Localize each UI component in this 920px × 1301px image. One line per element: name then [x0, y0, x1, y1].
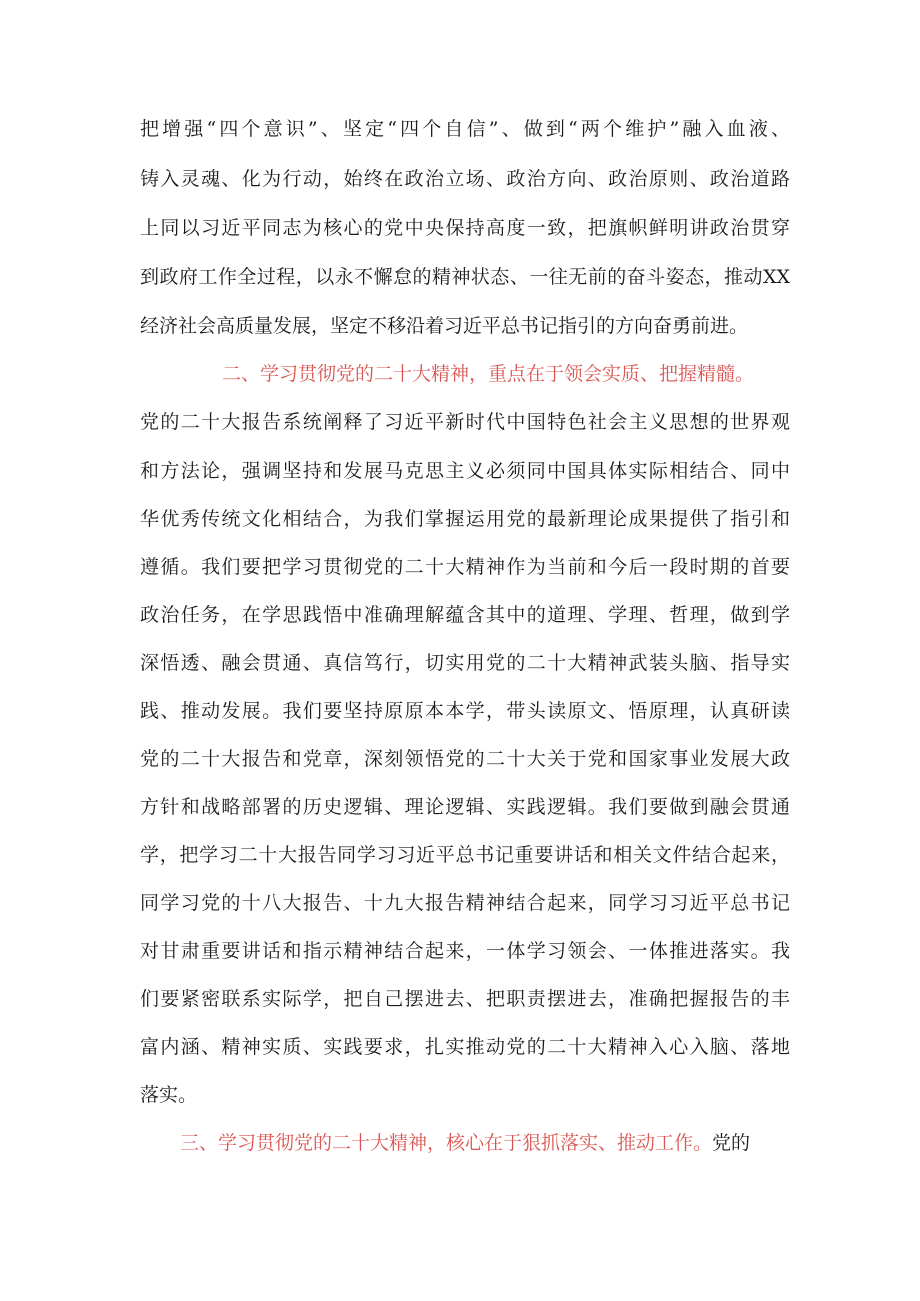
body-text-line: 学，把学习二十大报告同学习习近平总书记重要讲话和相关文件结合起来，: [140, 844, 790, 866]
section-heading-3-line: [180, 1127, 790, 1159]
section-heading-2: 二、学习贯彻党的二十大精神，重点在于领会实质、把握精髓。: [222, 363, 755, 385]
body-text-line: 到政府工作全过程，以永不懈怠的精神状态、一往无前的奋斗姿态，推动XX: [140, 266, 790, 288]
body-text-line: 铸入灵魂、化为行动，始终在政治立场、政治方向、政治原则、政治道路: [140, 168, 790, 190]
body-text-line: 同学习党的十八大报告、十九大报告精神结合起来，同学习习近平总书记: [140, 892, 790, 914]
body-text-line: 深悟透、融会贯通、真信笃行，切实用党的二十大精神武装头脑、指导实: [140, 652, 790, 674]
body-text-line: 方针和战略部署的历史逻辑、理论逻辑、实践逻辑。我们要做到融会贯通: [140, 796, 790, 818]
body-text-line: 党的二十大报告和党章，深刻领悟党的二十大关于党和国家事业发展大政: [140, 748, 790, 770]
body-text-line: 富内涵、精神实质、实践要求，扎实推动党的二十大精神入心入脑、落地: [140, 1036, 790, 1058]
body-text-line: 落实。: [140, 1084, 198, 1106]
body-text-line: 党的二十大报告系统阐释了习近平新时代中国特色社会主义思想的世界观: [140, 411, 790, 433]
body-text-line: 经济社会高质量发展，坚定不移沿着习近平总书记指引的方向奋勇前进。: [140, 315, 749, 337]
body-text-fragment: 党的: [712, 1132, 751, 1154]
section-heading-3: 三、学习贯彻党的二十大精神，核心在于狠抓落实、推动工作。: [180, 1132, 713, 1154]
body-text-line: 华优秀传统文化相结合，为我们掌握运用党的最新理论成果提供了指引和: [140, 508, 790, 530]
body-text-line: 上同以习近平同志为核心的党中央保持高度一致，把旗帜鲜明讲政治贯穿: [140, 217, 790, 239]
body-text-line: 和方法论，强调坚持和发展马克思主义必须同中国具体实际相结合、同中: [140, 460, 790, 482]
body-text-line: 们要紧密联系实际学，把自己摆进去、把职责摆进去，准确把握报告的丰: [140, 988, 790, 1010]
body-text-line: 政治任务，在学思践悟中准确理解蕴含其中的道理、学理、哲理，做到学: [140, 604, 790, 626]
body-text-line: 践、推动发展。我们要坚持原原本本学，带头读原文、悟原理，认真研读: [140, 700, 790, 722]
body-text-line: 遵循。我们要把学习贯彻党的二十大精神作为当前和今后一段时期的首要: [140, 556, 790, 578]
body-text-line: 对甘肃重要讲话和指示精神结合起来，一体学习领会、一体推进落实。我: [140, 940, 790, 962]
body-text-line: 把增强“四个意识”、坚定“四个自信”、做到“两个维护”融入血液、: [140, 118, 790, 140]
